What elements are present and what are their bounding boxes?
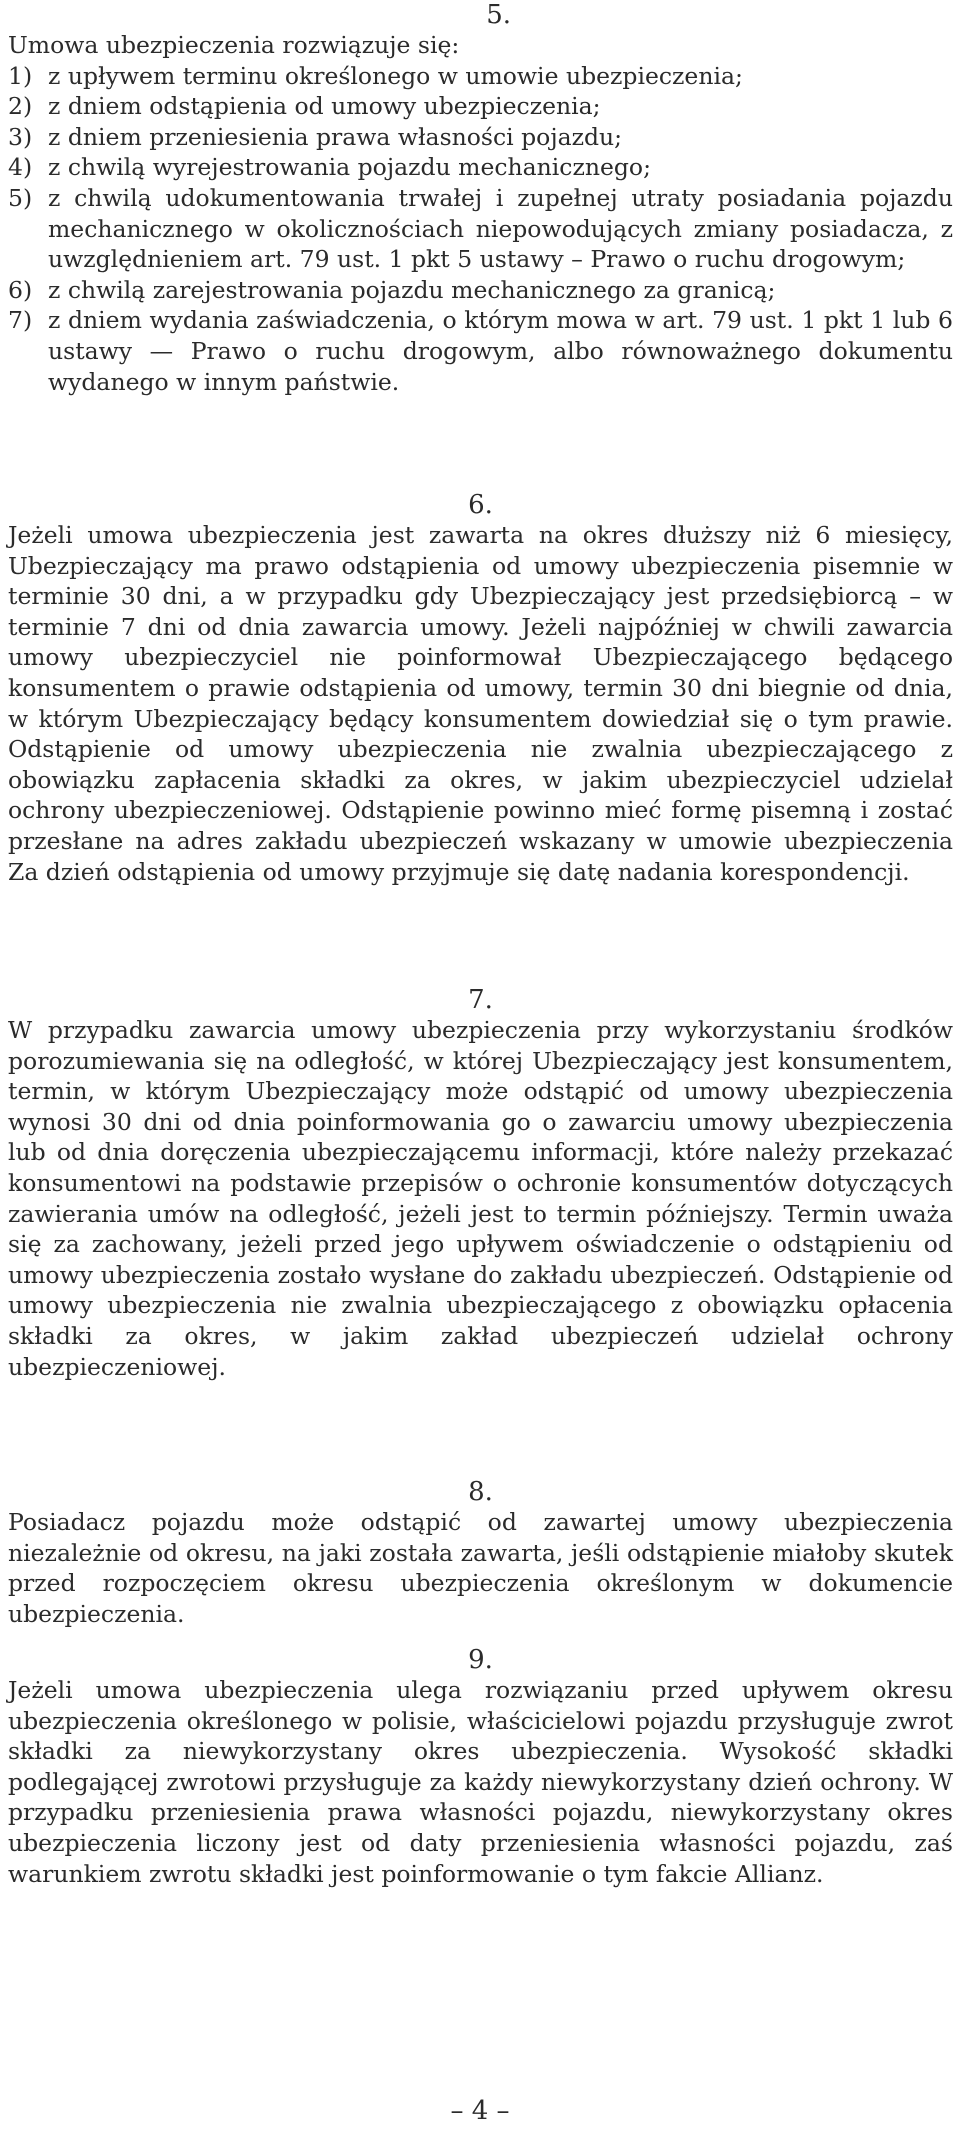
list-item <box>8 91 953 122</box>
termination-list <box>8 61 953 398</box>
section-7 <box>8 985 953 1382</box>
list-marker: 2) <box>8 92 33 121</box>
list-item <box>8 275 953 306</box>
section-text: Posiadacz pojazdu może odstąpić od zawartej umowy ubezpieczenia niezależnie od okresu, na jaki została zawarta, jeśli odstąpienie miałoby skutek przed rozpoczęciem okresu ubezpieczenia określonym w dokumencie ubezpieczenia. <box>8 1508 953 1628</box>
section-8 <box>8 1477 953 1629</box>
section-number: 8. <box>468 1477 493 1507</box>
section-text: W przypadku zawarcia umowy ubezpieczenia przy wykorzystaniu środków porozumiewania się na odległość, w której Ubezpieczający jest konsumentem, termin, w którym Ubezpieczający może odstąpić od umowy ubezpieczenia wynosi 30 dni od dnia poinformowania go o zawarciu umowy ubezpieczenia lub od dnia doręczenia ubezpieczającemu informacji, które należy przekazać konsumentowi na podstawie przepisów o ochronie konsumentów dotyczących zawierania umów na odległość, jeżeli jest to termin późniejszy. Termin uważa się za zachowany, jeżeli przed jego upływem oświadczenie o odstąpieniu od umowy ubezpieczenia zostało wysłane do zakładu ubezpieczeń. Odstąpienie od umowy ubezpieczenia nie zwalnia ubezpieczającego z obowiązku opłacenia składki za okres, w jakim zakład ubezpieczeń udzielał ochrony ubezpieczeniowej. <box>8 1016 953 1381</box>
page-number: – 4 – <box>450 2096 510 2126</box>
list-item <box>8 122 953 153</box>
list-item <box>8 183 953 275</box>
section-number: 9. <box>468 1645 493 1675</box>
list-item-text: z dniem przeniesienia prawa własności pojazdu; <box>48 122 623 151</box>
list-item <box>8 305 953 397</box>
list-item-text: z chwilą zarejestrowania pojazdu mechanicznego za granicą; <box>48 275 776 304</box>
list-item-text: z chwilą wyrejestrowania pojazdu mechanicznego; <box>48 153 652 182</box>
section-number: 5. <box>486 0 511 30</box>
list-marker: 7) <box>8 306 33 335</box>
section-9 <box>8 1645 953 1889</box>
section-5 <box>8 0 953 397</box>
section-text: Jeżeli umowa ubezpieczenia ulega rozwiązaniu przed upływem okresu ubezpieczenia określonego w polisie, właścicielowi pojazdu przysługuje zwrot składki za niewykorzystany okres ubezpieczenia. Wysokość składki podlegającej zwrotowi przysługuje za każdy niewykorzystany dzień ochrony. W przypadku przeniesienia prawa własności pojazdu, niewykorzystany okres ubezpieczenia liczony jest od daty przeniesienia własności pojazdu, zaś warunkiem zwrotu składki jest poinformowanie o tym fakcie Allianz. <box>8 1676 953 1888</box>
list-item-text: z dniem odstąpienia od umowy ubezpieczenia; <box>48 92 601 121</box>
section-number: 7. <box>468 985 493 1015</box>
list-marker: 6) <box>8 275 33 304</box>
list-item-text: z upływem terminu określonego w umowie ubezpieczenia; <box>48 61 743 90</box>
list-marker: 1) <box>8 61 33 90</box>
list-item <box>8 152 953 183</box>
section-intro: Umowa ubezpieczenia rozwiązuje się: <box>8 31 460 59</box>
list-marker: 3) <box>8 122 33 151</box>
section-number: 6. <box>468 490 493 520</box>
list-item-text: z dniem wydania zaświadczenia, o którym mowa w art. 79 ust. 1 pkt 1 lub 6 ustawy — Prawo o ruchu drogowym, albo równoważnego dokumentu wydanego w innym państwie. <box>48 306 953 396</box>
list-marker: 4) <box>8 153 33 182</box>
list-item <box>8 61 953 92</box>
list-marker: 5) <box>8 183 33 212</box>
section-text: Jeżeli umowa ubezpieczenia jest zawarta na okres dłuższy niż 6 miesięcy, Ubezpieczający ma prawo odstąpienia od umowy ubezpieczenia pisemnie w terminie 30 dni, a w przypadku gdy Ubezpieczający jest przedsiębiorcą – w terminie 7 dni od dnia zawarcia umowy. Jeżeli najpóźniej w chwili zawarcia umowy ubezpieczyciel nie poinformował Ubezpieczającego będącego konsumentem o prawie odstąpienia od umowy, termin 30 dni biegnie od dnia, w którym Ubezpieczający będący konsumentem dowiedział się o tym prawie. Odstąpienie od umowy ubezpieczenia nie zwalnia ubezpieczającego z obowiązku zapłacenia składki za okres, w jakim ubezpieczyciel udzielał ochrony ubezpieczeniowej. Odstąpienie powinno mieć formę pisemną i zostać przesłane na adres zakładu ubezpieczeń wskazany w umowie ubezpieczenia Za dzień odstąpienia od umowy przyjmuje się datę nadania korespondencji. <box>8 521 953 886</box>
section-6 <box>8 490 953 887</box>
list-item-text: z chwilą udokumentowania trwałej i zupełnej utraty posiadania pojazdu mechanicznego w okolicznościach niepowodujących zmiany posiadacza, z uwzględnieniem art. 79 ust. 1 pkt 5 ustawy – Prawo o ruchu drogowym; <box>48 183 953 274</box>
